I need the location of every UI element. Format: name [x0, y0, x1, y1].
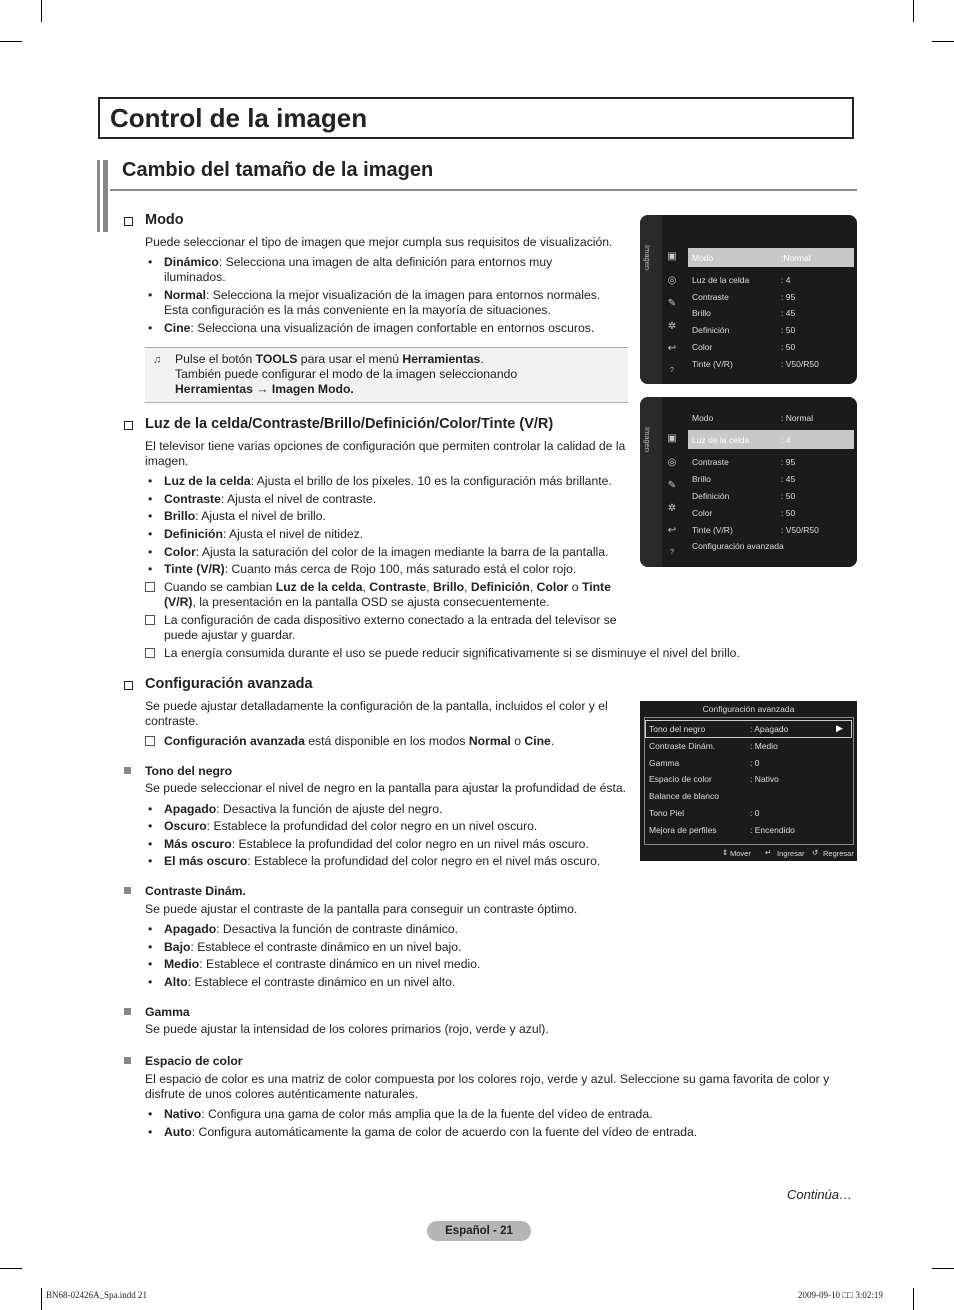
osd-title: Configuración avanzada: [702, 704, 795, 714]
osd-row-label: Configuración avanzada: [692, 541, 784, 551]
checkbox-bullet-icon: [124, 681, 133, 690]
osd-row-label: Luz de la celda: [692, 275, 750, 285]
picture-icon: ▣: [667, 251, 677, 262]
section-bar: [103, 160, 108, 232]
modo-heading: Modo: [145, 212, 184, 228]
tools-note-box: [145, 347, 628, 403]
list-item: • Color: Ajusta la saturación del color de la imagen mediante la barra de la pantalla.: [148, 545, 609, 559]
list-item: • Oscuro: Establece la profundidad del color negro en un nivel oscuro.: [148, 819, 538, 833]
osd-row-value: : Normal: [781, 413, 814, 423]
osd-sidebar: [640, 397, 662, 567]
input-icon: ↩: [667, 343, 677, 354]
osd-row-value: : Encendido: [750, 825, 795, 835]
section-title: Cambio del tamaño de la imagen: [122, 159, 434, 181]
list-item: • Alto: Establece el contraste dinámico en un nivel alto.: [148, 975, 456, 989]
osd-menu-luz: [640, 397, 857, 567]
osd-row-label: Gamma: [649, 758, 680, 768]
osd-row-label: Modo: [692, 253, 714, 263]
tools-note: Pulse el botón TOOLS para usar el menú Herramientas. También puede configurar el modo de la imagen seleccionando Herramientas → Imagen Modo.: [175, 352, 518, 396]
luz-intro: El televisor tiene varias opciones de configuración que permiten controlar la calidad de la imagen.: [145, 439, 626, 468]
list-item: • Brillo: Ajusta el nivel de brillo.: [148, 509, 326, 523]
osd-row-value: : 50: [781, 325, 796, 335]
osd-row-label: Brillo: [692, 308, 711, 318]
checkbox-bullet-icon: [124, 217, 133, 226]
square-bullet-icon: [124, 1008, 131, 1015]
osd-row-value: : 4: [781, 275, 791, 285]
list-item: • Más oscuro: Establece la profundidad del color negro en un nivel más oscuro.: [148, 837, 589, 851]
osd-row-label: Tono del negro: [649, 724, 706, 734]
osd-row-label: Tinte (V/R): [692, 359, 733, 369]
osd-menu-modo: [640, 215, 857, 384]
note-icon: [145, 615, 155, 625]
osd-side-label: Imagen: [643, 245, 652, 271]
osd-row-label: Definición: [692, 491, 730, 501]
osd-footer-move: Mover: [730, 849, 751, 858]
osd-row-value: : V50/R50: [781, 525, 819, 535]
osd-row-value: : Apagado: [750, 724, 789, 734]
section-bar: [97, 160, 100, 232]
channel-icon: ✎: [667, 298, 677, 309]
osd-row-value: : 0: [750, 808, 760, 818]
tono-intro: Se puede seleccionar el nivel de negro en la pantalla para ajustar la profundidad de ésta.: [145, 781, 627, 795]
osd-row-label: Balance de blanco: [649, 791, 719, 801]
list-item: • Luz de la celda: Ajusta el brillo de los píxeles. 10 es la configuración más brillante.: [148, 474, 612, 488]
osd-row-label: Tinte (V/R): [692, 525, 733, 535]
luz-heading: Luz de la celda/Contraste/Brillo/Definición/Color/Tinte (V/R): [145, 416, 554, 432]
luz-note-3: La energía consumida durante el uso se puede reducir significativamente si se disminuye el nivel del brillo.: [164, 646, 740, 660]
note-icon: [145, 736, 155, 746]
remote-icon: ♫: [153, 354, 162, 366]
picture-icon: ▣: [667, 433, 677, 444]
page-number: Español - 21: [445, 1225, 513, 1237]
espacio-intro: El espacio de color es una matriz de color compuesta por los colores rojo, verde y azul. Seleccione su gama favorita de color y disfrute de unos colores auténticamente naturales.: [145, 1072, 830, 1101]
print-file-info: BN68-02426A_Spa.indd 21: [46, 1290, 147, 1300]
channel-icon: ✎: [667, 480, 677, 491]
osd-row-value: : 50: [781, 342, 796, 352]
list-item: • Normal: Selecciona la mejor visualización de la imagen para entornos normales. Esta configuración es la más conveniente en la mayoría de situaciones.: [148, 288, 601, 317]
osd-row-label: Tono Piel: [649, 808, 684, 818]
square-bullet-icon: [124, 767, 131, 774]
enter-icon: ↵: [765, 848, 772, 857]
contraste-intro: Se puede ajustar el contraste de la pantalla para conseguir un contraste óptimo.: [145, 902, 578, 916]
osd-row-value: : 95: [781, 457, 796, 467]
osd-row-label: Color: [692, 342, 713, 352]
gamma-intro: Se puede ajustar la intensidad de los colores primarios (rojo, verde y azul).: [145, 1022, 549, 1036]
osd-row-label: Contraste: [692, 292, 729, 302]
list-item: • Bajo: Establece el contraste dinámico en un nivel bajo.: [148, 940, 462, 954]
list-item: • Medio: Establece el contraste dinámico en un nivel medio.: [148, 957, 481, 971]
osd-row-value: : 45: [781, 308, 796, 318]
osd-row-label: Color: [692, 508, 713, 518]
help-icon: ?: [670, 367, 674, 374]
osd-footer-back: Regresar: [823, 849, 854, 858]
page-title: Control de la imagen: [110, 103, 368, 133]
list-item: • Nativo: Configura una gama de color más amplia que la de la fuente del vídeo de entrada.: [148, 1107, 653, 1121]
print-date-info: 2009-09-10 □□ 3:02:19: [798, 1290, 883, 1300]
config-note: Configuración avanzada está disponible en los modos Normal o Cine.: [164, 734, 555, 748]
osd-row-value: : 95: [781, 292, 796, 302]
config-heading: Configuración avanzada: [145, 676, 313, 692]
list-item: • Cine: Selecciona una visualización de imagen confortable en entornos oscuros.: [148, 321, 595, 335]
page-number-badge: [427, 1221, 531, 1241]
osd-row-label: Brillo: [692, 474, 711, 484]
setup-icon: ✲: [667, 503, 677, 514]
osd-row-value: : 50: [781, 508, 796, 518]
osd-row-label: Luz de la celda: [692, 435, 750, 445]
note-icon: [145, 582, 155, 592]
list-item: • Auto: Configura automáticamente la gama de color de acuerdo con la fuente del vídeo de entrada.: [148, 1125, 698, 1139]
note-icon: [145, 648, 155, 658]
osd-row-value: : 0: [750, 758, 760, 768]
osd-side-label: Imagen: [643, 427, 652, 453]
config-intro: Se puede ajustar detalladamente la configuración de la pantalla, incluidos el color y el contraste.: [145, 699, 608, 728]
setup-icon: ✲: [667, 321, 677, 332]
contraste-heading: Contraste Dinám.: [145, 884, 246, 898]
move-icon: ⇕: [722, 848, 729, 857]
input-icon: ↩: [667, 525, 677, 536]
sound-icon: ◎: [667, 275, 677, 286]
square-bullet-icon: [124, 1057, 131, 1064]
osd-footer-enter: Ingresar: [777, 849, 805, 858]
list-item: • Definición: Ajusta el nivel de nitidez.: [148, 527, 364, 541]
return-icon: ↺: [812, 848, 819, 857]
list-item: • El más oscuro: Establece la profundidad del color negro en el nivel más oscuro.: [148, 854, 601, 868]
espacio-heading: Espacio de color: [145, 1054, 243, 1068]
list-item: • Contraste: Ajusta el nivel de contraste.: [148, 492, 377, 506]
list-item: • Apagado: Desactiva la función de contraste dinámico.: [148, 922, 458, 936]
help-icon: ?: [670, 549, 674, 556]
osd-row-value: : 45: [781, 474, 796, 484]
osd-row-value: : 4: [781, 435, 791, 445]
osd-sidebar: [640, 215, 662, 384]
osd-config-avanzada: [640, 701, 857, 861]
osd-row-label: Modo: [692, 413, 714, 423]
luz-note-2: La configuración de cada dispositivo externo conectado a la entrada del televisor se puede ajustar y guardar.: [164, 613, 617, 642]
list-item: • Tinte (V/R): Cuanto más cerca de Rojo 100, más saturado está el color rojo.: [148, 562, 577, 576]
list-item: • Dinámico: Selecciona una imagen de alta definición para entornos muy iluminados.: [148, 255, 553, 284]
luz-note-1: Cuando se cambian Luz de la celda, Contraste, Brillo, Definición, Color o Tinte (V/R), la presentación en la pantalla OSD se ajusta consecuentemente.: [164, 580, 611, 609]
sound-icon: ◎: [667, 457, 677, 468]
osd-row-label: Mejora de perfiles: [649, 825, 717, 835]
osd-row-value: : Nativo: [750, 774, 779, 784]
checkbox-bullet-icon: [124, 421, 133, 430]
osd-row-label: Contraste: [692, 457, 729, 467]
section-underline: [110, 189, 857, 191]
osd-row-value: : V50/R50: [781, 359, 819, 369]
osd-row-value: :Normal: [781, 253, 811, 263]
continua-text: Continúa…: [787, 1187, 853, 1202]
gamma-heading: Gamma: [145, 1005, 190, 1019]
osd-row-value: : Medio: [750, 741, 778, 751]
modo-intro: Puede seleccionar el tipo de imagen que mejor cumpla sus requisitos de visualización.: [145, 235, 613, 249]
list-item: • Apagado: Desactiva la función de ajuste del negro.: [148, 802, 443, 816]
osd-row-label: Definición: [692, 325, 730, 335]
page-title-box: [98, 97, 854, 139]
arrow-right-icon: ▶: [836, 723, 843, 733]
square-bullet-icon: [124, 887, 131, 894]
osd-row-value: : 50: [781, 491, 796, 501]
tono-heading: Tono del negro: [145, 764, 233, 778]
osd-row-label: Espacio de color: [649, 774, 712, 784]
osd-row-label: Contraste Dinám.: [649, 741, 716, 751]
